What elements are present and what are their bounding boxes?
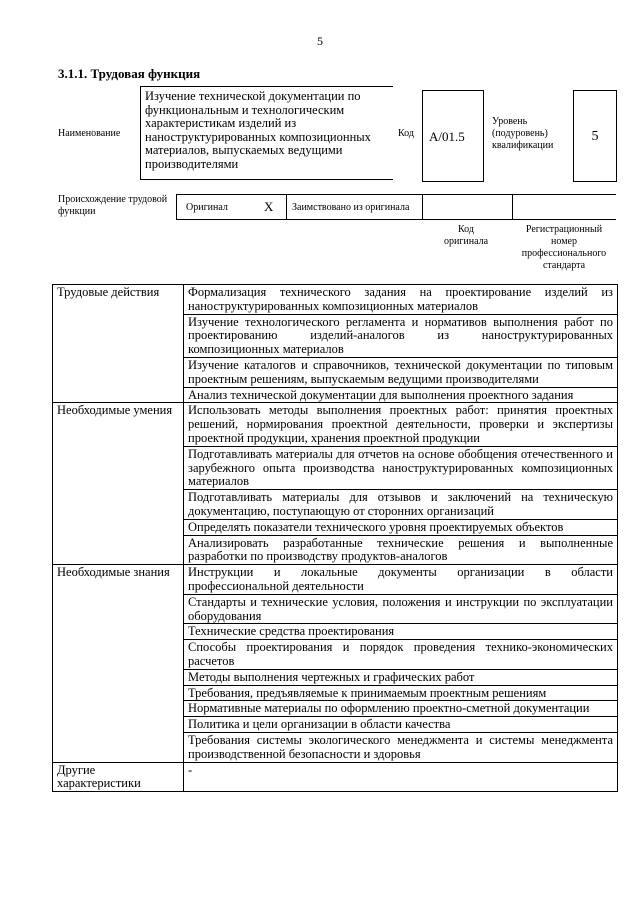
origin-divider (286, 194, 287, 220)
table-row (53, 285, 618, 315)
table-cell: Методы выполнения чертежных и графических работ (184, 669, 618, 685)
origin-code-caption: Код оригинала (443, 224, 489, 247)
table-cell: Требования, предъявляемые к принимаемым проектным решениям (184, 685, 618, 701)
section-title: 3.1.1. Трудовая функция (58, 66, 201, 81)
table-cell: Политика и цели организации в области качества (184, 717, 618, 733)
name-label: Наименование (58, 128, 121, 139)
table-cell: Изучение технологического регламента и нормативов выполнения работ по проектированию изделий-аналогов из наноструктурированных композиционных материалов (184, 314, 618, 357)
level-value: 5 (573, 90, 617, 182)
table-cell: Определять показатели технического уровня проектируемых объектов (184, 519, 618, 535)
origin-divider (422, 194, 423, 220)
table-cell: Требования системы экологического менеджмента и системы менеджмента производственной безопасности и здоровья (184, 732, 618, 762)
table-cell: Подготавливать материалы для отзывов и заключений на техническую документацию, поступающую от сторонних организаций (184, 490, 618, 520)
table-row (53, 565, 618, 595)
table-cell: Формализация технического задания на проектирование изделий из наноструктурированных композиционных материалов (184, 285, 618, 315)
section-label: Трудовые действия (53, 285, 184, 403)
original-label: Оригинал (186, 202, 228, 213)
code-label: Код (398, 128, 414, 139)
table-cell: Нормативные материалы по оформлению проектно-сметной документации (184, 701, 618, 717)
section-label: Другие характеристики (53, 762, 184, 792)
reg-number-caption: Регистрационный номер профессионального стандарта (521, 224, 607, 271)
table-cell: Стандарты и технические условия, положения и инструкции по эксплуатации оборудования (184, 594, 618, 624)
page-number: 5 (317, 34, 323, 48)
section-label: Необходимые знания (53, 565, 184, 762)
table-row (53, 762, 618, 792)
table-cell: Анализировать разработанные технические решения и выполненные разработки по производству продуктов-аналогов (184, 535, 618, 565)
table-cell: - (184, 762, 618, 792)
original-mark: X (264, 199, 274, 214)
borrowed-label: Заимствовано из оригинала (292, 202, 410, 213)
code-value: A/01.5 (422, 90, 484, 182)
table-cell: Изучение каталогов и справочников, технической документации по типовым проектным решениям, выпускаемым ведущими производителями (184, 357, 618, 387)
function-name: Изучение технической документации по функциональным и технологическим характеристикам изделий из наноструктурированных композиционных материалов, выпускаемых ведущими производителями (140, 86, 393, 180)
origin-divider (176, 194, 177, 220)
table-cell: Подготавливать материалы для отчетов на основе обобщения отечественного и зарубежного опыта производства наноструктурированных композиционных материалов (184, 446, 618, 489)
table-cell: Технические средства проектирования (184, 624, 618, 640)
origin-divider (512, 194, 513, 220)
function-details-table (52, 284, 618, 792)
table-cell: Способы проектирования и порядок проведения технико-экономических расчетов (184, 640, 618, 670)
section-label: Необходимые умения (53, 403, 184, 565)
table-row (53, 403, 618, 446)
table-cell: Анализ технической документации для выполнения проектного задания (184, 387, 618, 403)
table-cell: Инструкции и локальные документы организации в области профессиональной деятельности (184, 565, 618, 595)
origin-label: Происхождение трудовой функции (58, 194, 168, 217)
table-cell: Использовать методы выполнения проектных работ: принятия проектных решений, нормирования проектной деятельности, проверки и экспертизы проектной продукции, хранения проектной продукции (184, 403, 618, 446)
level-label: Уровень (подуровень) квалификации (492, 116, 554, 151)
